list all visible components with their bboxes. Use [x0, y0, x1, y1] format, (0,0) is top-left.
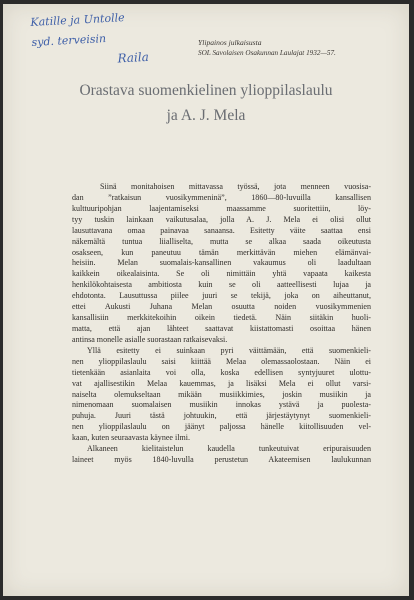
body-line: ehdotonta. Lausuttussa piilee juuri se tekijä, joka on aiheuttanut, [72, 291, 371, 301]
body-line: matta, että ajan lähteet saattavat kiistattomasti osoittaa hänen [72, 323, 371, 333]
body-line: nen ylioppilaslaulu on jäänyt paljossa hänelle kiitollisuuden vel- [72, 422, 371, 432]
body-line: puhuja. Juuri tästä johtuukin, että järjestäytynyt suomenkieli- [72, 411, 371, 421]
publication-info [198, 38, 336, 58]
body-line: antinsa monelle asialle suorastaan ratkaisevaksi. [72, 334, 228, 344]
title-line-2: ja A. J. Mela [166, 107, 246, 124]
publication-line-2: SOL Savolaisen Osakunnan Laulajat 1932—57. [198, 49, 336, 57]
body-line: osakseen, kun paneutuu tämän merkittävän miehen elämänvai- [72, 247, 371, 257]
body-line: näkemältä tuntua liialliselta, mutta se alkaa saada oikeutusta [72, 236, 371, 246]
body-line: kaan, kuten seuraavasta käynee ilmi. [72, 433, 190, 443]
publication-line-1: Ylipainos julkaisusta [198, 38, 262, 47]
handwritten-inscription [30, 7, 149, 73]
body-line: kulttuuripohjan laajentamiseksi maassamme suoritettiin, löy- [72, 203, 371, 213]
body-line: ettei Aukusti Juhana Melan osuutta noiden vuosikymmenien [72, 302, 371, 312]
body-line: naiselta olemukseltaan mikään musiikkimies, joskin musiikin ja [72, 389, 371, 399]
article-body [72, 182, 371, 466]
body-line: kansallisiin merkkitekoihin oikein tiedetä. Näin siitäkin huoli- [72, 313, 371, 323]
inscription-signature: Raila [117, 49, 150, 66]
document-page [3, 4, 409, 596]
body-line: tyy tuskin lainkaan vaikutusalaa, jolla A. J. Mela ei olisi ollut [72, 214, 371, 224]
article-title [3, 78, 409, 128]
body-line: tietenkään asianlaita voi olla, koska edellisen syntyjuuret ulottu- [72, 367, 371, 377]
body-line: Siinä monitahoisen mittavassa työssä, jota menneen vuosisa- [100, 182, 371, 191]
inscription-line-2: syd. terveisin [31, 32, 107, 49]
inscription-line-1: Katille ja Untolle [30, 11, 125, 29]
body-line: lausuttavana omaa painavaa sanaansa. Esitetty väite saattaa ensi [72, 225, 371, 235]
body-line: Alkaneen kielitaistelun kaudella tunkeutuivat eripuraisuuden [87, 444, 371, 454]
body-line: vat ajallisestikin Melaa kauemmas, ja lisäksi Mela ei ollut varsi- [72, 378, 371, 388]
body-line: kaikkein oikealaisinta. Se oli nimittäin yhtä vapaata kaikesta [72, 269, 371, 279]
body-line: nen ylioppilaslaulu saisi kiittää Melaa olemassaolostaan. Näin ei [72, 356, 371, 366]
body-line: henkilökohtaisesta ambitiosta kuin se oli aatteellisesti lujaa ja [72, 280, 371, 290]
body-line: nimenomaan suomalaisen musiikin innokas ystävä ja puolesta- [72, 400, 371, 410]
body-line: laineet myös 1840-luvulla perustetun Akateemisen laulukunnan [72, 455, 371, 465]
body-line: dan ”ratkaisun vuosikymmeninä”, 1860—80-luvuilla kansallisen [72, 192, 371, 202]
body-line: Yllä esitetty ei suinkaan pyri väittämään, että suomenkieli- [87, 345, 371, 355]
body-line: heisiin. Melan suomalais-kansallinen vakaumus oli laadultaan [72, 258, 371, 268]
title-line-1: Orastava suomenkielinen ylioppilaslaulu [79, 82, 333, 99]
